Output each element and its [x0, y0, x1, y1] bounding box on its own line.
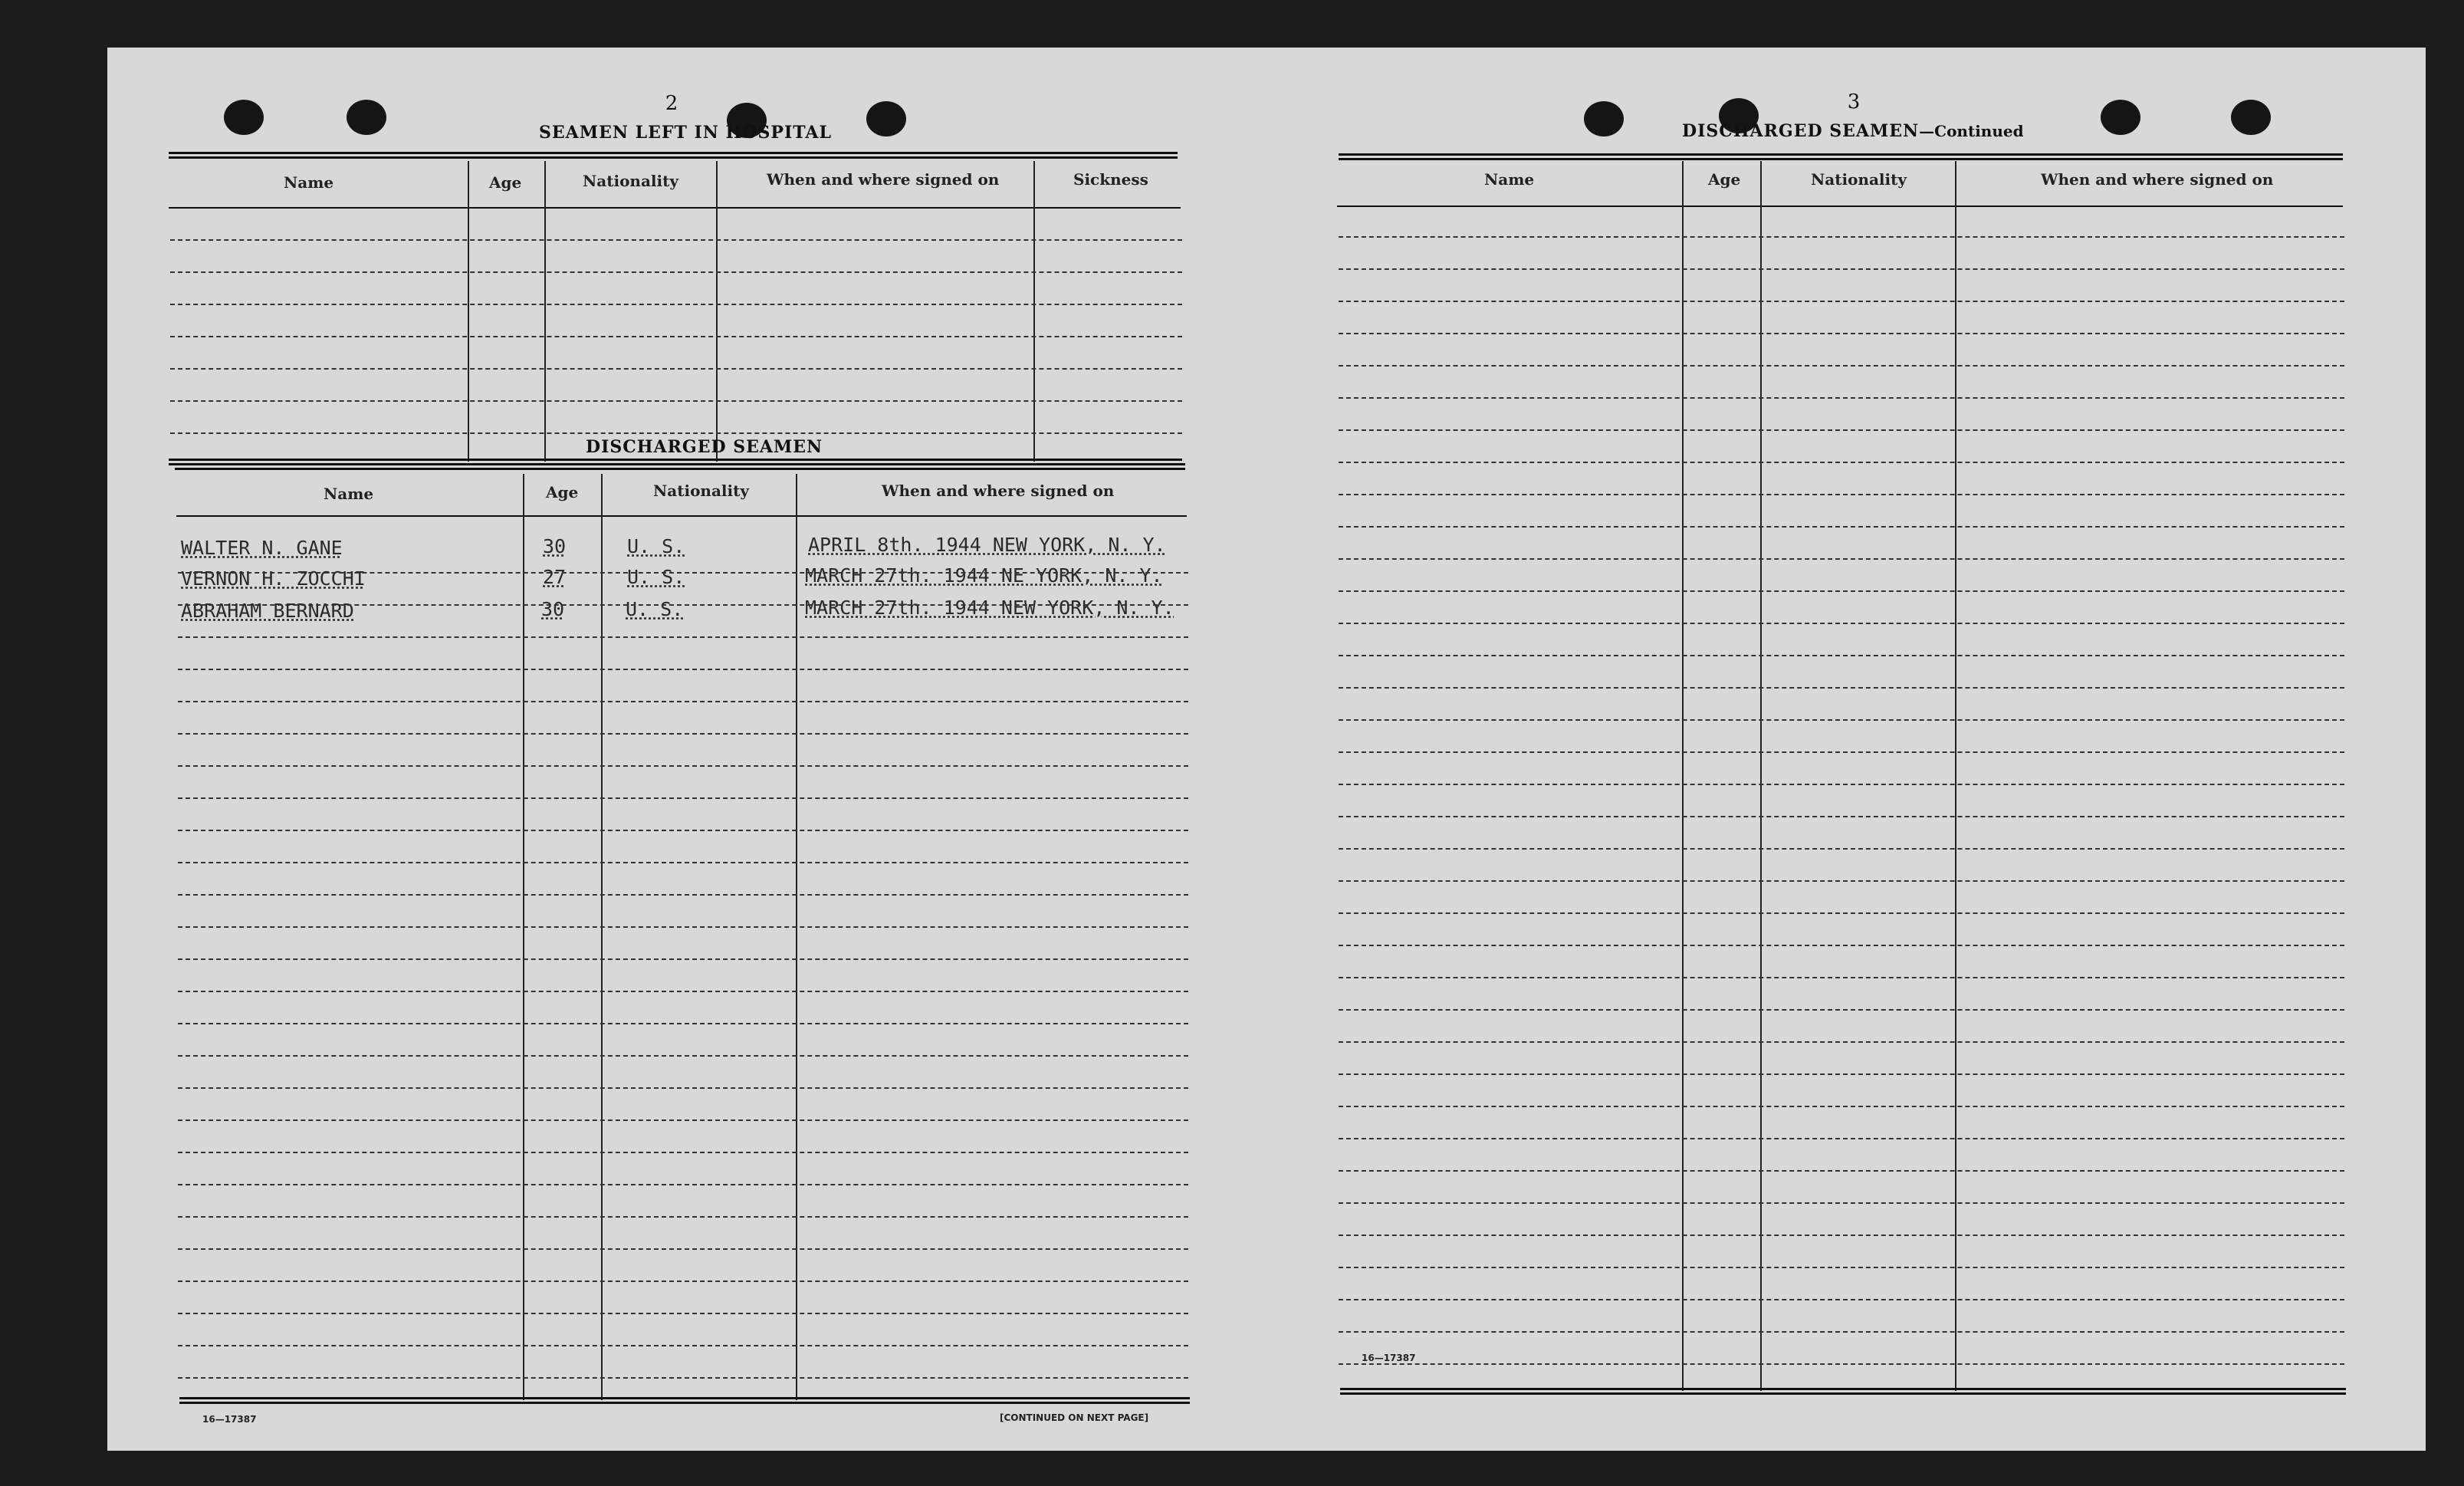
right-form-number: 16—17387	[1362, 1353, 1416, 1363]
right-bottom-rule	[1340, 1388, 2346, 1395]
hospital-divider	[1033, 161, 1035, 462]
right-row-line	[1339, 1170, 2344, 1172]
discharged-row-line	[178, 1087, 1188, 1089]
right-row-line	[1339, 848, 2344, 850]
hospital-col-name: Name	[284, 173, 334, 192]
discharged-bottom-rule	[179, 1397, 1190, 1404]
seaman-age: 30	[541, 598, 565, 620]
hospital-col-signed-on: When and where signed on	[767, 170, 1000, 189]
discharged-row-line	[178, 797, 1188, 799]
discharged-row-line	[178, 669, 1188, 670]
right-row-line	[1339, 462, 2344, 463]
discharged-row-line	[178, 765, 1188, 767]
seaman-signed-on: APRIL 8th. 1944 NEW YORK, N. Y.	[808, 534, 1166, 556]
right-row-line	[1339, 526, 2344, 528]
right-row-line	[1339, 1106, 2344, 1107]
discharged-row-line	[178, 1152, 1188, 1153]
right-row-line	[1339, 945, 2344, 946]
discharged-row-line	[178, 1248, 1188, 1250]
discharged-row-line	[178, 1055, 1188, 1057]
discharged-divider	[523, 474, 524, 1400]
punch-hole	[1584, 101, 1624, 136]
right-row-line	[1339, 429, 2344, 431]
document-sheet	[107, 48, 2426, 1451]
discharged-row-line	[178, 894, 1188, 896]
right-col-nationality: Nationality	[1811, 170, 1907, 189]
seaman-nationality: U. S.	[627, 535, 685, 557]
right-row-line	[1339, 558, 2344, 560]
discharged-col-age: Age	[546, 483, 579, 501]
left-form-number: 16—17387	[202, 1414, 257, 1425]
right-page-number: 3	[1847, 90, 1861, 113]
right-row-line	[1339, 1138, 2344, 1139]
discharged-row-line	[178, 701, 1188, 702]
right-row-line	[1339, 268, 2344, 270]
right-page-title	[1682, 121, 2024, 141]
right-row-line	[1339, 1363, 2344, 1365]
right-row-line	[1339, 1234, 2344, 1236]
discharged-row-line	[178, 1119, 1188, 1121]
discharged-col-name: Name	[324, 485, 374, 503]
hospital-row-line	[170, 432, 1182, 434]
right-row-line	[1339, 977, 2344, 978]
right-row-line	[1339, 236, 2344, 238]
seaman-age: 30	[543, 535, 567, 557]
right-row-line	[1339, 1267, 2344, 1268]
punch-hole	[347, 100, 386, 135]
right-row-line	[1339, 1202, 2344, 1204]
discharged-row-line	[178, 1023, 1188, 1024]
right-row-line	[1339, 816, 2344, 817]
right-row-line	[1339, 880, 2344, 882]
discharged-row-line	[178, 926, 1188, 928]
right-row-line	[1339, 623, 2344, 624]
right-row-line	[1339, 912, 2344, 914]
hospital-row-line	[170, 400, 1182, 402]
discharged-row-line	[178, 572, 1188, 574]
discharged-row-line	[178, 1216, 1188, 1218]
punch-hole	[2101, 100, 2140, 135]
right-row-line	[1339, 1041, 2344, 1043]
right-row-line	[1339, 590, 2344, 592]
hospital-divider	[544, 161, 546, 462]
discharged-row-line	[178, 991, 1188, 992]
punch-hole	[2231, 100, 2271, 135]
discharged-divider	[601, 474, 603, 1400]
right-row-line	[1339, 365, 2344, 367]
punch-hole	[866, 101, 906, 136]
discharged-row-line	[178, 862, 1188, 863]
right-row-line	[1339, 784, 2344, 785]
right-top-rule	[1339, 153, 2343, 160]
hospital-row-line	[170, 239, 1182, 241]
right-col-signed-on: When and where signed on	[2041, 170, 2274, 189]
seaman-signed-on: MARCH 27th. 1944 NE YORK, N. Y.	[805, 564, 1163, 587]
discharged-row-line	[178, 1377, 1188, 1379]
discharged-row-line	[178, 1281, 1188, 1282]
discharged-row-line	[178, 733, 1188, 735]
right-row-line	[1339, 719, 2344, 721]
discharged-header-rule	[176, 515, 1187, 517]
right-row-line	[1339, 1331, 2344, 1333]
right-divider	[1955, 161, 1956, 1391]
right-title-main: DISCHARGED SEAMEN	[1682, 121, 1920, 141]
right-row-line	[1339, 1073, 2344, 1075]
hospital-row-line	[170, 271, 1182, 273]
punch-hole	[224, 100, 264, 135]
hospital-divider	[468, 161, 469, 462]
seaman-nationality: U. S.	[626, 598, 684, 620]
discharged-divider	[796, 474, 797, 1400]
seaman-signed-on: MARCH 27th. 1944 NEW YORK, N. Y.	[805, 597, 1175, 619]
seaman-name: VERNON H. ZOCCHI	[181, 567, 366, 590]
seaman-age: 27	[543, 566, 567, 588]
discharged-row-line	[178, 958, 1188, 960]
right-row-line	[1339, 655, 2344, 656]
continued-note: [CONTINUED ON NEXT PAGE]	[1000, 1412, 1149, 1423]
hospital-col-age: Age	[489, 173, 522, 192]
right-row-line	[1339, 1009, 2344, 1011]
discharged-row-line	[178, 636, 1188, 638]
discharged-row-line	[178, 604, 1188, 606]
hospital-divider	[716, 161, 718, 462]
right-row-line	[1339, 687, 2344, 689]
discharged-row-line	[178, 1345, 1188, 1346]
discharged-top-rule	[175, 463, 1185, 470]
seaman-name: WALTER N. GANE	[181, 537, 343, 559]
right-row-line	[1339, 1299, 2344, 1300]
hospital-row-line	[170, 368, 1182, 370]
discharged-row-line	[178, 830, 1188, 831]
right-header-rule	[1337, 205, 2343, 207]
right-row-line	[1339, 333, 2344, 334]
discharged-col-signed-on: When and where signed on	[882, 482, 1115, 500]
right-divider	[1760, 161, 1762, 1391]
hospital-col-nationality: Nationality	[583, 172, 678, 190]
seaman-name: ABRAHAM BERNARD	[181, 600, 354, 622]
discharged-col-nationality: Nationality	[653, 482, 749, 500]
right-row-line	[1339, 494, 2344, 495]
discharged-section-title: DISCHARGED SEAMEN	[586, 437, 823, 457]
right-title-suffix: —Continued	[1919, 122, 2024, 140]
left-page-number: 2	[665, 92, 678, 115]
discharged-row-line	[178, 1184, 1188, 1185]
right-divider	[1682, 161, 1684, 1391]
right-row-line	[1339, 301, 2344, 302]
hospital-section-title: SEAMEN LEFT IN HOSPITAL	[539, 123, 832, 143]
hospital-col-sickness: Sickness	[1073, 170, 1148, 189]
right-col-age: Age	[1708, 170, 1741, 189]
hospital-top-rule	[169, 152, 1178, 159]
seaman-nationality: U. S.	[627, 566, 685, 588]
right-row-line	[1339, 751, 2344, 753]
discharged-row-line	[178, 1313, 1188, 1314]
hospital-row-line	[170, 336, 1182, 337]
right-col-name: Name	[1484, 170, 1535, 189]
hospital-row-line	[170, 304, 1182, 305]
hospital-header-rule	[169, 207, 1181, 209]
right-row-line	[1339, 397, 2344, 399]
